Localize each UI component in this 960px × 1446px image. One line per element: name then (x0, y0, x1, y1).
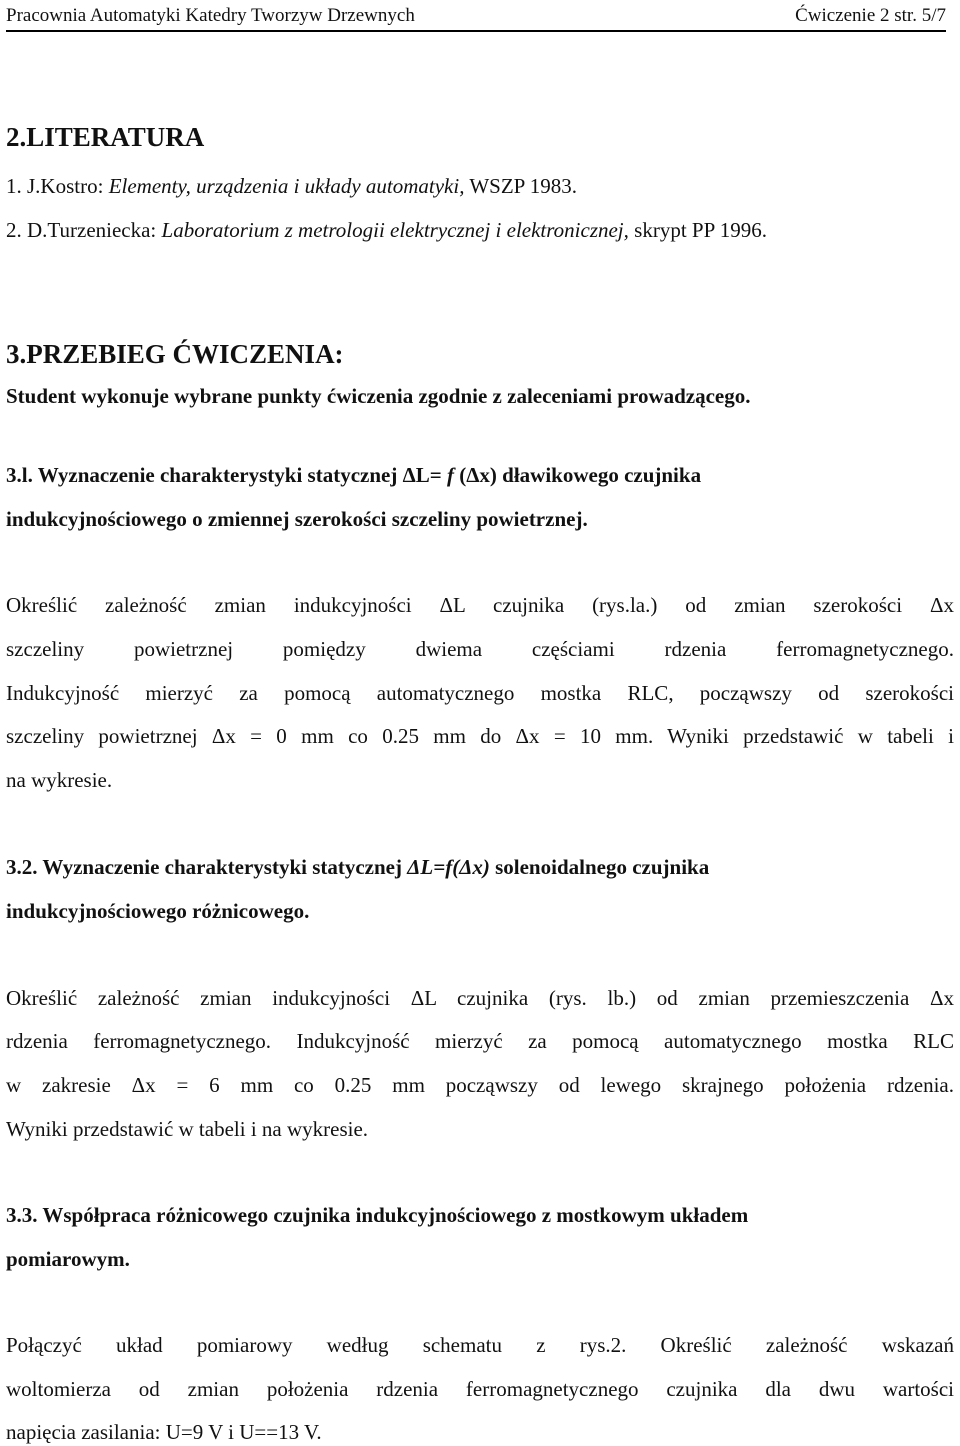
section-3-3-body-line-2: woltomierza od zmian położenia rdzenia ferromagnetycznego czujnika dla dwu wartości (6, 1377, 954, 1401)
section-3-3-body-line-1: Połączyć układ pomiarowy według schematu z rys.2. Określić zależność wskazań (6, 1333, 954, 1357)
section-3-2-body-line-2: rdzenia ferromagnetycznego. Indukcyjność mierzyć za pomocą automatycznego mostka RLC (6, 1029, 954, 1053)
section-3-2-title-line-1 (6, 853, 709, 881)
literatura-item-2-suffix: skrypt PP 1996. (628, 218, 767, 242)
section-3-1-title-part-b: (Δx) dławikowego czujnika (453, 463, 702, 487)
section-3-1-body-line-1: Określić zależność zmian indukcyjności ΔL czujnika (rys.la.) od zmian szerokości Δx (6, 593, 954, 617)
section-3-1-body-line-4: szczeliny powietrznej Δx = 0 mm co 0.25 mm do Δx = 10 mm. Wyniki przedstawić w tabeli i (6, 724, 954, 748)
literatura-item-2-prefix: 2. D.Turzeniecka: (6, 218, 162, 242)
section-3-2-body-line-4: Wyniki przedstawić w tabeli i na wykresie. (6, 1117, 369, 1141)
section-3-1-title-line-1 (6, 461, 701, 489)
literatura-item-1 (6, 172, 577, 200)
literatura-item-2-title: Laboratorium z metrologii elektrycznej i elektronicznej, (161, 218, 629, 242)
section-3-2-body-line-3: w zakresie Δx = 6 mm co 0.25 mm począwszy od lewego skrajnego położenia rdzenia. (6, 1073, 954, 1097)
section-3-2-title-part-b: solenoidalnego czujnika (489, 855, 710, 879)
literatura-item-1-title: Elementy, urządzenia i układy automatyki, (108, 174, 465, 198)
literatura-heading: 2.LITERATURA (6, 122, 205, 152)
section-3-3-body-line-3: napięcia zasilania: U=9 V i U==13 V. (6, 1420, 322, 1444)
section-3-1-body-line-2: szczeliny powietrznej pomiędzy dwiema częściami rdzenia ferromagnetycznego. (6, 637, 954, 661)
przebieg-heading: 3.PRZEBIEG ĆWICZENIA: (6, 339, 344, 369)
section-3-1-title-line-2: indukcyjnościowego o zmiennej szerokości szczeliny powietrznej. (6, 507, 588, 531)
header-page-number: Ćwiczenie 2 str. 5/7 (795, 5, 946, 26)
section-3-3-title-line-1: 3.3. Współpraca różnicowego czujnika indukcyjnościowego z mostkowym układem (6, 1203, 749, 1227)
literatura-item-1-prefix: 1. J.Kostro: (6, 174, 109, 198)
literatura-item-2 (6, 216, 767, 244)
section-3-1-title-f: f (446, 463, 454, 487)
section-3-2-title-part-a: 3.2. Wyznaczenie charakterystyki statycznej (6, 855, 408, 879)
literatura-item-1-suffix: WSZP 1983. (464, 174, 578, 198)
section-3-1-body-line-5: na wykresie. (6, 768, 113, 792)
section-3-2-title-line-2: indukcyjnościowego różnicowego. (6, 899, 310, 923)
page-header (6, 2, 946, 32)
header-department: Pracownia Automatyki Katedry Tworzyw Drzewnych (6, 5, 415, 26)
section-3-2-body-line-1: Określić zależność zmian indukcyjności ΔL czujnika (rys. lb.) od zmian przemieszczenia Δx (6, 986, 954, 1010)
section-3-2-title-formula: ΔL=f(Δx) (407, 855, 490, 879)
section-3-1-title-part-a: 3.l. Wyznaczenie charakterystyki statycznej ΔL= (6, 463, 447, 487)
przebieg-intro: Student wykonuje wybrane punkty ćwiczenia zgodnie z zaleceniami prowadzącego. (6, 384, 751, 408)
section-3-3-title-line-2: pomiarowym. (6, 1247, 130, 1271)
section-3-1-body-line-3: Indukcyjność mierzyć za pomocą automatycznego mostka RLC, począwszy od szerokości (6, 681, 954, 705)
